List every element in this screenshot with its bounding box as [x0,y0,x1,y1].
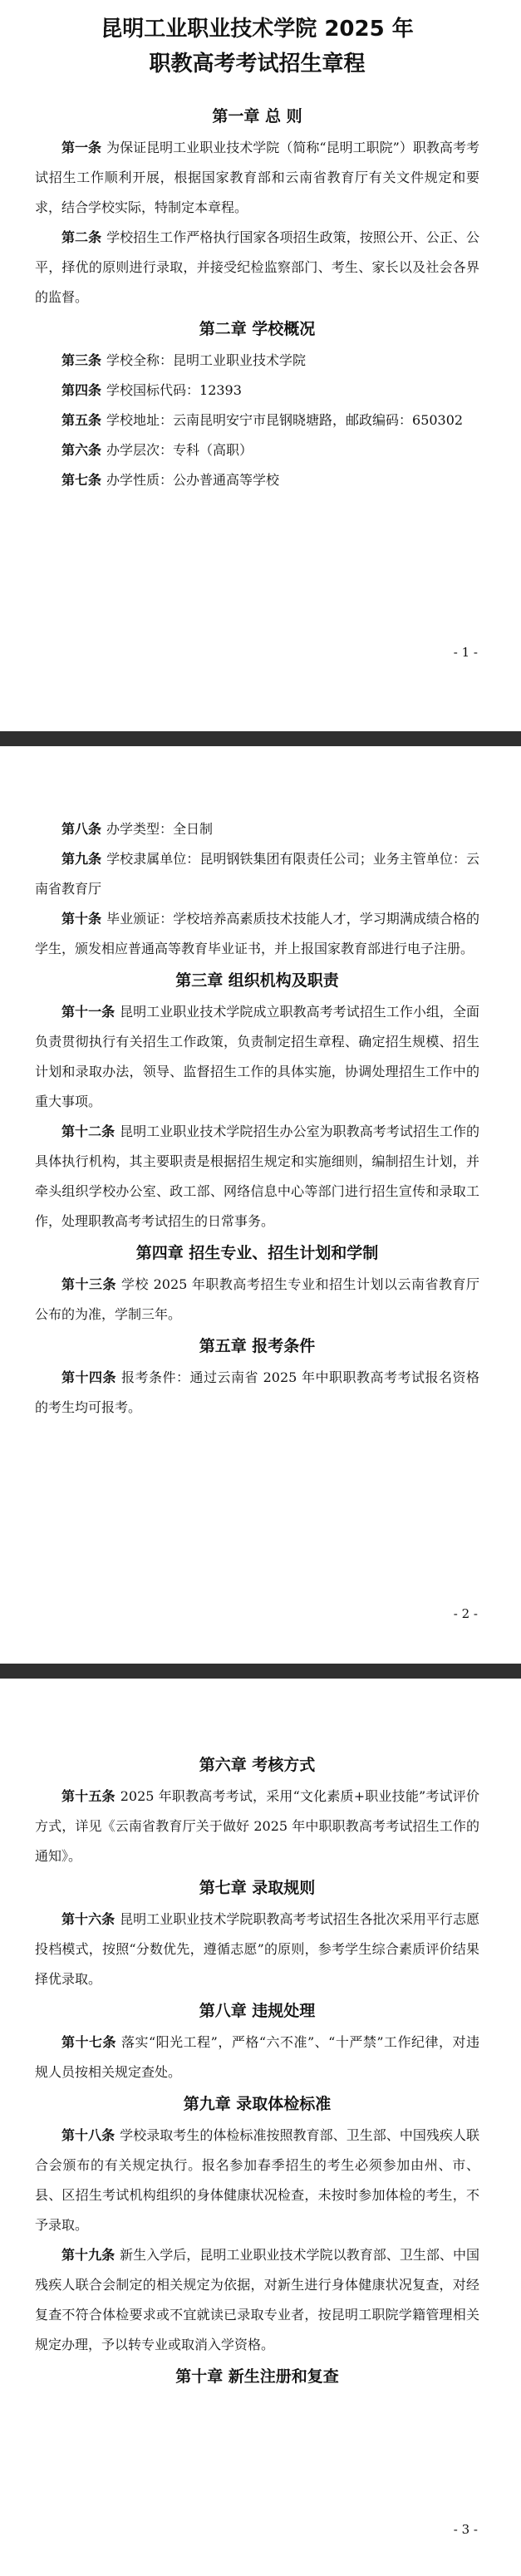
article-6-text: 办学层次：专科（高职） [106,442,253,458]
article-19-label: 第十九条 [61,2247,116,2263]
article-11-label: 第十一条 [61,1004,116,1020]
article-15-text: 2025 年职教高考考试，采用“文化素质+职业技能”考试评价方式，详见《云南省教育厅关于做好 2025 年中职职教高考考试招生工作的通知》。 [35,1788,479,1864]
article-2 [35,223,479,312]
document-title-line-1: 昆明工业职业技术学院 2025 年 [101,17,414,42]
article-7-text: 办学性质：公办普通高等学校 [106,472,280,488]
chapter-6-heading: 第六章 考核方式 [199,1756,316,1774]
page-number: - 1 - [453,645,478,660]
article-7-label: 第七条 [61,472,102,488]
chapter-8-heading: 第八章 违规处理 [199,2002,316,2020]
document-page-3 [0,1679,521,2576]
chapter-5-heading: 第五章 报考条件 [199,1337,316,1355]
article-10 [35,904,479,964]
article-14-label: 第十四条 [61,1369,117,1385]
article-3-label: 第三条 [61,352,102,368]
page-number: - 3 - [453,2522,478,2537]
article-1 [35,133,479,223]
article-13-label: 第十三条 [61,1276,117,1292]
chapter-9-heading: 第九章 录取体检标准 [183,2095,332,2113]
article-12-text: 昆明工业职业技术学院招生办公室为职教高考考试招生工作的具体执行机构，其主要职责是根据招生规定和实施细则，编制招生计划，并牵头组织学校办公室、政工部、网络信息中心等部门进行招生宣传和录取工作，处理职教高考考试招生的日常事务。 [35,1123,479,1229]
article-15 [35,1782,479,1871]
article-18 [35,2121,479,2240]
article-19 [35,2240,479,2360]
article-12-label: 第十二条 [61,1123,116,1139]
article-17-label: 第十七条 [61,2034,116,2050]
document-title-line-2: 职教高考考试招生章程 [149,52,366,76]
article-18-label: 第十八条 [61,2127,116,2143]
article-14 [35,1363,479,1423]
article-19-text: 新生入学后，昆明工业职业技术学院以教育部、卫生部、中国残疾人联合会制定的相关规定为依据，对新生进行身体健康状况复查，对经复查不符合体检要求或不宜就读已录取专业者，按昆明工职院学籍管理相关规定办理，予以转专业或取消入学资格。 [35,2247,479,2352]
document-page-1 [0,0,521,731]
page-number: - 2 - [453,1606,478,1621]
chapter-7-heading: 第七章 录取规则 [199,1879,316,1897]
article-9-label: 第九条 [61,851,102,867]
article-11 [35,997,479,1117]
document-page-2 [0,746,521,1664]
article-9-text: 学校隶属单位：昆明钢铁集团有限责任公司；业务主管单位：云南省教育厅 [35,851,479,897]
article-9 [35,844,479,904]
article-3 [35,346,479,376]
article-10-label: 第十条 [61,911,102,927]
article-17-text: 落实“阳光工程”，严格“六不准”、“十严禁”工作纪律，对违规人员按相关规定查处。 [35,2034,479,2080]
article-1-label: 第一条 [61,140,102,155]
article-6 [35,435,479,465]
chapter-4-heading: 第四章 招生专业、招生计划和学制 [135,1244,379,1262]
article-11-text: 昆明工业职业技术学院成立职教高考考试招生工作小组，全面负责贯彻执行有关招生工作政策，负责制定招生章程、确定招生规模、招生计划和录取办法，领导、监督招生工作的具体实施，协调处理招生工作中的重大事项。 [35,1004,479,1109]
article-4-label: 第四条 [61,382,102,398]
article-5-text: 学校地址：云南昆明安宁市昆钢晓塘路，邮政编码：650302 [106,412,464,428]
article-4 [35,376,479,406]
article-17 [35,2028,479,2087]
article-8-label: 第八条 [61,821,102,837]
article-1-text: 为保证昆明工业职业技术学院（简称“昆明工职院”）职教高考考试招生工作顺利开展，根据国家教育部和云南省教育厅有关文件规定和要求，结合学校实际，特制定本章程。 [35,140,479,215]
chapter-3-heading: 第三章 组织机构及职责 [175,971,339,990]
article-8 [35,814,479,844]
article-18-text: 学校录取考生的体检标准按照教育部、卫生部、中国残疾人联合会颁布的有关规定执行。报名参加春季招生的考生必须参加由州、市、县、区招生考试机构组织的身体健康状况检查，未按时参加体检的考生，不予录取。 [35,2127,479,2233]
article-5 [35,406,479,435]
article-13 [35,1270,479,1330]
article-16 [35,1905,479,1994]
chapter-2-heading: 第二章 学校概况 [199,320,316,338]
article-10-text: 毕业颁证：学校培养高素质技术技能人才，学习期满成绩合格的学生，颁发相应普通高等教育毕业证书，并上报国家教育部进行电子注册。 [35,911,479,956]
article-12 [35,1117,479,1236]
article-16-text: 昆明工业职业技术学院职教高考考试招生各批次采用平行志愿投档模式，按照“分数优先，遵循志愿”的原则，参考学生综合素质评价结果择优录取。 [35,1911,479,1987]
article-2-text: 学校招生工作严格执行国家各项招生政策，按照公开、公正、公平，择优的原则进行录取，并接受纪检监察部门、考生、家长以及社会各界的监督。 [35,229,479,305]
article-2-label: 第二条 [61,229,102,245]
article-4-text: 学校国标代码：12393 [106,382,242,398]
article-14-text: 报考条件：通过云南省 2025 年中职职教高考考试报名资格的考生均可报考。 [35,1369,479,1415]
article-5-label: 第五条 [61,412,102,428]
article-8-text: 办学类型：全日制 [106,821,214,837]
chapter-10-heading: 第十章 新生注册和复查 [175,2367,339,2386]
article-15-label: 第十五条 [61,1788,116,1804]
article-13-text: 学校 2025 年职教高考招生专业和招生计划以云南省教育厅公布的为准，学制三年。 [35,1276,479,1322]
article-6-label: 第六条 [61,442,102,458]
article-3-text: 学校全称：昆明工业职业技术学院 [106,352,307,368]
chapter-1-heading: 第一章 总 则 [212,107,302,125]
article-7 [35,465,479,495]
article-16-label: 第十六条 [61,1911,116,1927]
